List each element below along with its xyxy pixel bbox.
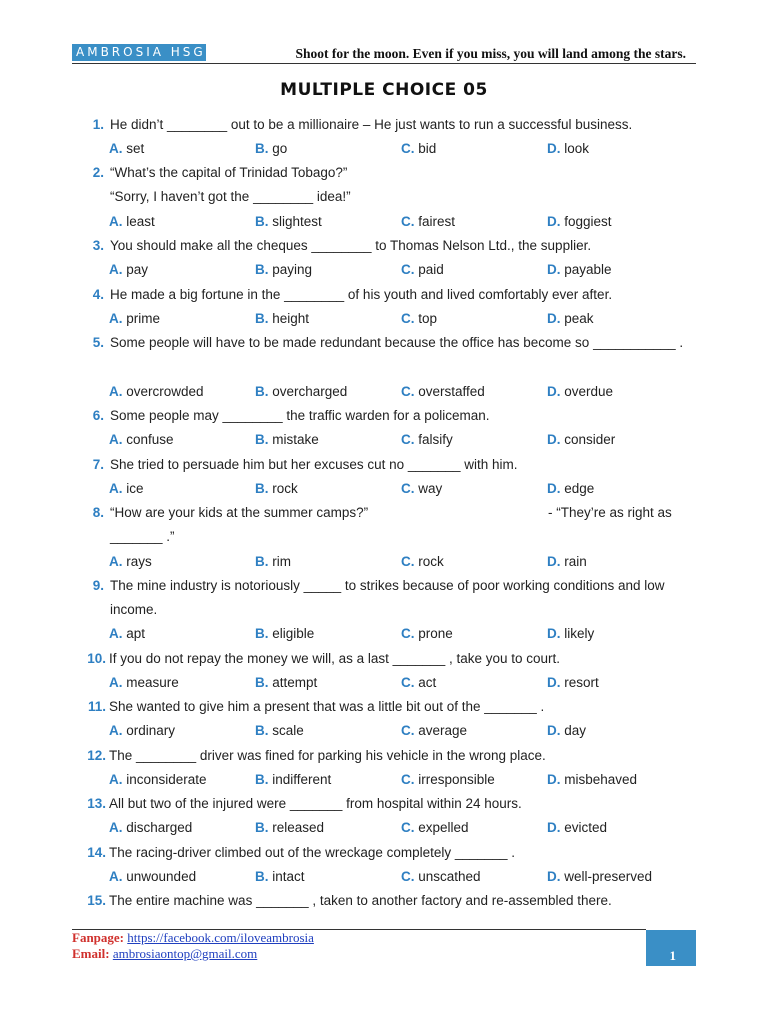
page-footer <box>72 930 314 962</box>
page-number: 1 <box>646 930 696 966</box>
option-b[interactable]: B. slightest <box>255 214 322 229</box>
option-b[interactable]: B. rim <box>255 554 292 569</box>
option-b[interactable]: B. overcharged <box>255 384 348 399</box>
option-b[interactable]: B. go <box>255 141 288 156</box>
question-number: 5. <box>92 335 104 350</box>
question-2 <box>80 161 710 209</box>
question-11 <box>80 695 710 719</box>
page-title: MULTIPLE CHOICE 05 <box>280 80 488 100</box>
option-a[interactable]: A. unwounded <box>109 869 197 884</box>
question-6 <box>80 404 710 428</box>
option-d[interactable]: D. rain <box>547 554 587 569</box>
option-a[interactable]: A. set <box>109 141 145 156</box>
question-number: 9. <box>92 578 104 593</box>
option-d[interactable]: D. misbehaved <box>547 772 638 787</box>
option-b[interactable]: B. released <box>255 820 325 835</box>
option-a[interactable]: A. apt <box>109 626 146 641</box>
options-8 <box>109 550 709 574</box>
question-number: 2. <box>92 165 104 180</box>
option-b[interactable]: B. rock <box>255 481 298 496</box>
option-c[interactable]: C. way <box>401 481 443 496</box>
question-reply: - “They’re as right as <box>548 505 672 520</box>
option-b[interactable]: B. paying <box>255 262 313 277</box>
question-text: He made a big fortune in the ________ of his youth and lived comfortably ever after. <box>110 287 613 302</box>
option-c[interactable]: C. rock <box>401 554 444 569</box>
question-text: You should make all the cheques ________ to Thomas Nelson Ltd., the supplier. <box>110 238 592 253</box>
question-text: Some people will have to be made redundant because the office has become so ___________ . <box>110 335 684 350</box>
options-14 <box>109 865 709 889</box>
option-c[interactable]: C. top <box>401 311 438 326</box>
options-11 <box>109 719 709 743</box>
question-number: 12. <box>87 748 106 763</box>
fanpage-line <box>72 930 314 946</box>
option-a[interactable]: A. confuse <box>109 432 174 447</box>
option-b[interactable]: B. eligible <box>255 626 315 641</box>
question-text: The ________ driver was fined for parking his vehicle in the wrong place. <box>109 748 546 763</box>
question-text: She tried to persuade him but her excuses cut no _______ with him. <box>110 457 518 472</box>
option-d[interactable]: D. foggiest <box>547 214 612 229</box>
option-a[interactable]: A. pay <box>109 262 149 277</box>
question-9 <box>80 574 710 622</box>
option-a[interactable]: A. ordinary <box>109 723 176 738</box>
option-b[interactable]: B. height <box>255 311 310 326</box>
question-3 <box>80 234 710 258</box>
option-d[interactable]: D. edge <box>547 481 595 496</box>
question-text: “What’s the capital of Trinidad Tobago?” <box>110 165 348 180</box>
header-divider <box>72 63 696 64</box>
question-number: 6. <box>92 408 104 423</box>
question-number: 15. <box>87 893 106 908</box>
option-d[interactable]: D. look <box>547 141 590 156</box>
question-15 <box>80 889 710 913</box>
email-line <box>72 946 314 962</box>
question-4 <box>80 283 710 307</box>
options-12 <box>109 768 709 792</box>
option-c[interactable]: C. act <box>401 675 437 690</box>
option-a[interactable]: A. rays <box>109 554 152 569</box>
question-text: _______ .” <box>110 529 175 544</box>
question-number: 8. <box>92 505 104 520</box>
option-c[interactable]: C. falsify <box>401 432 453 447</box>
options-7 <box>109 477 709 501</box>
email-link[interactable]: ambrosiaontop@gmail.com <box>112 946 258 961</box>
option-d[interactable]: D. well-preserved <box>547 869 653 884</box>
option-c[interactable]: C. paid <box>401 262 444 277</box>
question-text: All but two of the injured were _______ from hospital within 24 hours. <box>109 796 522 811</box>
question-text: If you do not repay the money we will, as a last _______ , take you to court. <box>109 651 561 666</box>
brand-logo: AMBROSIA HSG <box>72 44 206 61</box>
option-b[interactable]: B. scale <box>255 723 304 738</box>
options-2 <box>109 210 709 234</box>
option-b[interactable]: B. mistake <box>255 432 319 447</box>
question-10 <box>80 647 710 671</box>
options-6 <box>109 428 709 452</box>
question-number: 4. <box>92 287 104 302</box>
option-d[interactable]: D. day <box>547 723 587 738</box>
question-text: The entire machine was _______ , taken to another factory and re-assembled there. <box>109 893 612 908</box>
question-number: 14. <box>87 845 106 860</box>
question-text: income. <box>110 602 158 617</box>
option-a[interactable]: A. ice <box>109 481 144 496</box>
question-13 <box>80 792 710 816</box>
options-9 <box>109 622 709 646</box>
option-a[interactable]: A. measure <box>109 675 179 690</box>
option-a[interactable]: A. discharged <box>109 820 193 835</box>
question-number: 11. <box>87 699 106 714</box>
option-c[interactable]: C. fairest <box>401 214 456 229</box>
option-d[interactable]: D. overdue <box>547 384 614 399</box>
question-7 <box>80 453 710 477</box>
option-c[interactable]: C. expelled <box>401 820 469 835</box>
question-text: The racing-driver climbed out of the wreckage completely _______ . <box>109 845 515 860</box>
option-d[interactable]: D. likely <box>547 626 595 641</box>
question-text: The mine industry is notoriously _____ to strikes because of poor working conditions and low <box>110 578 665 593</box>
question-text: Some people may ________ the traffic warden for a policeman. <box>110 408 490 423</box>
page-header <box>72 40 696 64</box>
option-a[interactable]: A. inconsiderate <box>109 772 207 787</box>
options-5 <box>109 380 709 404</box>
question-14 <box>80 841 710 865</box>
option-b[interactable]: B. intact <box>255 869 305 884</box>
fanpage-label: Fanpage: <box>72 930 124 945</box>
option-b[interactable]: B. attempt <box>255 675 318 690</box>
option-a[interactable]: A. least <box>109 214 155 229</box>
question-12 <box>80 744 710 768</box>
fanpage-link[interactable]: https://facebook.com/iloveambrosia <box>127 930 314 945</box>
option-a[interactable]: A. overcrowded <box>109 384 204 399</box>
option-c[interactable]: C. bid <box>401 141 437 156</box>
question-text: She wanted to give him a present that was a little bit out of the _______ . <box>109 699 545 714</box>
option-d[interactable]: D. evicted <box>547 820 608 835</box>
option-b[interactable]: B. indifferent <box>255 772 332 787</box>
option-d[interactable]: D. consider <box>547 432 616 447</box>
options-10 <box>109 671 709 695</box>
question-number: 10. <box>87 651 106 666</box>
question-text: “Sorry, I haven’t got the ________ idea!” <box>110 189 351 204</box>
email-label: Email: <box>72 946 110 961</box>
options-1 <box>109 137 709 161</box>
option-d[interactable]: D. payable <box>547 262 612 277</box>
options-4 <box>109 307 709 331</box>
question-5 <box>80 331 710 355</box>
question-number: 1. <box>92 117 104 132</box>
options-13 <box>109 816 709 840</box>
option-d[interactable]: D. peak <box>547 311 594 326</box>
option-c[interactable]: C. average <box>401 723 468 738</box>
question-1 <box>80 113 710 137</box>
question-number: 7. <box>92 457 104 472</box>
option-c[interactable]: C. unscathed <box>401 869 481 884</box>
option-c[interactable]: C. overstaffed <box>401 384 485 399</box>
option-a[interactable]: A. prime <box>109 311 161 326</box>
option-c[interactable]: C. prone <box>401 626 453 641</box>
question-number: 3. <box>92 238 104 253</box>
question-number: 13. <box>87 796 106 811</box>
question-text: “How are your kids at the summer camps?” <box>110 505 369 520</box>
option-d[interactable]: D. resort <box>547 675 599 690</box>
question-text: He didn’t ________ out to be a millionaire – He just wants to run a successful business. <box>110 117 633 132</box>
question-8 <box>80 501 710 549</box>
option-c[interactable]: C. irresponsible <box>401 772 495 787</box>
header-motto: Shoot for the moon. Even if you miss, you will land among the stars. <box>295 46 686 61</box>
options-3 <box>109 258 709 282</box>
